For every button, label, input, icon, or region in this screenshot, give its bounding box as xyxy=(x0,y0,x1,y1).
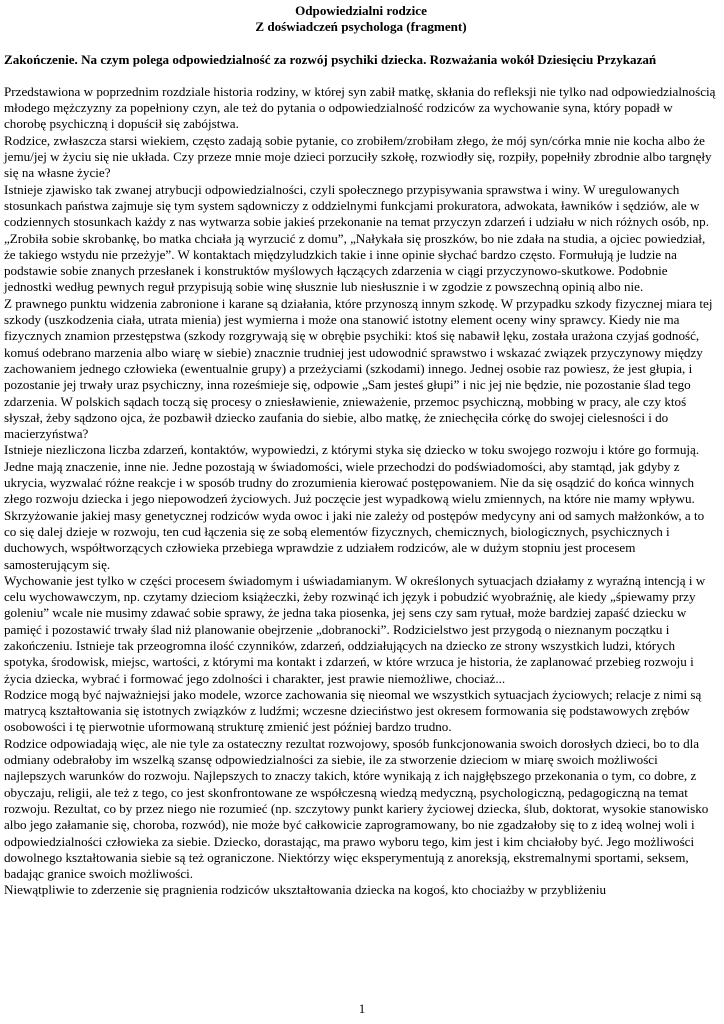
paragraph: Rodzice mogą być najważniejsi jako modele, wzorce zachowania się nieomal we wszystkich sytuacjach życiowych; relacje z nimi są matrycą kształtowania się istotnych związków z ludźmi; wczesne dzieciństwo jest okresem formowania się podstawowych zrębów osobowości i tę pierwotnie uformowaną strukturę zmienić jest później bardzo trudno. xyxy=(4,686,702,735)
paragraph: Niewątpliwie to zderzenie się pragnienia rodziców ukształtowania dziecka na kogoś, kto chociażby w przybliżeniu xyxy=(4,882,607,898)
document-page xyxy=(4,3,718,899)
paragraph: Z prawnego punktu widzenia zabronione i karane są działania, które przynoszą innym szkodę. W przypadku szkody fizycznej miara tej szkody (uszkodzenia ciała, utrata mienia) jest wymierna i może ona stanowić istotny element oceny winy sprawcy. Kiedy nie ma fizycznych znamion przestępstwa (szkody rozgrywają się w obrębie psychiki: ktoś się nabawił lęku, została urażona czyjaś godność, komuś odebrano marzenia albo wiarę w siebie) znacznie trudniej jest udowodnić sprawstwo i wskazać związek przyczynowy między zachowaniem jednego człowieka (ewentualnie grupy) a przeżyciami (szkodami) innego. Jednej osobie raz powiesz, że jest głupia, i pozostanie jej trwały uraz psychiczny, inna roześmieje się, odpowie „Sam jesteś głupi” i nic jej nie będzie, nie pozostanie ślad tego zdarzenia. W polskich sądach toczą się procesy o zniesławienie, znieważenie, przemoc psychiczną, mobbing w pracy, ale czy ktoś słyszał, żeby sądzono ojca, że pozbawił dziecko zaufania do siebie, albo matkę, że zniechęciła córkę do swojej cielesności i do macierzyństwa? xyxy=(4,295,713,442)
page-number: 1 xyxy=(358,1001,366,1016)
document-title: Odpowiedzialni rodzice xyxy=(295,3,427,18)
chapter-heading: Zakończenie. Na czym polega odpowiedzialność za rozwój psychiki dziecka. Rozważania wokół Dziesięciu Przykazań xyxy=(4,51,657,67)
document-subtitle: Z doświadczeń psychologa (fragment) xyxy=(255,19,467,35)
paragraph: Istnieje niezliczona liczba zdarzeń, kontaktów, wypowiedzi, z którymi styka się dziecko w toku swojego rozwoju i które go formują. Jedne mają znaczenie, inne nie. Jedne pozostają w świadomości, wiele przechodzi do podświadomości, aby stamtąd, jak gdyby z ukrycia, wyzwalać różne reakcje i w sposób trudny do zrozumienia kierować postępowaniem. Nie da się osądzić do końca winnych złego rozwoju dziecka i jego niepowodzeń życiowych. Już poczęcie jest wypadkową wielu zmiennych, na które nie mamy wpływu. Skrzyżowanie jakiej masy genetycznej rodziców wyda owoc i jaki nie zależy od postępów medycyny ani od samych małżonków, a to co się dalej dzieje w rozwoju, ten cud łączenia się ze sobą elementów fizycznych, chemicznych, biologicznych, psychicznych i duchowych, współtworzących człowieka przebiega wprawdzie z udziałem rodziców, ale w dużym stopniu jest procesem samosterującym się. xyxy=(4,442,705,572)
paragraph: Wychowanie jest tylko w części procesem świadomym i uświadamianym. W określonych sytuacjach działamy z wyraźną intencją i w celu wychowawczym, np. czytamy dzieciom książeczki, żeby rozwinąć ich język i pobudzić wyobraźnię, ale kiedy „śpiewamy przy goleniu” wcale nie musimy zdawać sobie sprawy, że jedna taka piosenka, jej sens czy sam rytuał, może bardziej zapaść dziecku w pamięć i pozostawić trwały ślad niż planowanie obejrzenie „dobranocki”. Rodzicielstwo jest przygodą o nieznanym początku i zakończeniu. Istnieje tak przeogromna ilość czynników, zdarzeń, oddziałujących na dziecko ze strony wszystkich ludzi, których spotyka, środowisk, miejsc, wartości, z którymi ma kontakt i zdarzeń, w które wrzuca je historia, że zaplanować przebieg rozwoju i życia dziecka, wybrać i formować jego zdolności i charakter, jest prawie niemożliwe, chociaż... xyxy=(4,572,706,686)
paragraph: Rodzice, zwłaszcza starsi wiekiem, często zadają sobie pytanie, co zrobiłem/zrobiłam złego, że mój syn/córka mnie nie kocha albo że jemu/jej w życiu się nie układa. Czy przeze mnie moje dzieci porzuciły szkołę, rozwiodły się, rozpiły, popełniły zbrodnie albo targnęły się na własne życie? xyxy=(4,132,712,181)
paragraph: Przedstawiona w poprzednim rozdziale historia rodziny, w której syn zabił matkę, skłania do refleksji nie tylko nad odpowiedzialnością młodego mężczyzny za popełniony czyn, ale też do pytania o odpowiedzialność rodziców za wychowanie syna, który popadł w chorobę psychiczną i dopuścił się zabójstwa. xyxy=(4,83,716,132)
paragraph: Istnieje zjawisko tak zwanej atrybucji odpowiedzialności, czyli społecznego przypisywania sprawstwa i winy. W uregulowanych stosunkach państwa zajmuje się tym system sądowniczy z oddzielnymi funkcjami prokuratora, adwokata, ławników i sędziów, ale w codziennych stosunkach każdy z nas wytwarza sobie jakieś przekonanie na temat przyczyn zdarzeń i udziału w nich różnych osób, np. „Zrobiła sobie skrobankę, bo matka chciała ją wyrzucić z domu”, „Nałykała się proszków, bo nie zdała na studia, a ojciec powiedział, że takiego wstydu nie przeżyje”. W kontaktach międzyludzkich takie i inne opinie słychać bardzo często. Formułują je ludzie na podstawie sobie znanych przesłanek i konstruktów myślowych łączących zdarzenia w ciągi przyczynowo-skutkowe. Podobnie jednostki według pewnych reguł przypisują sobie winę słusznie lub niesłusznie i w zgodzie z powszechną opinią albo nie. xyxy=(4,181,709,295)
paragraph: Rodzice odpowiadają więc, ale nie tyle za ostateczny rezultat rozwojowy, sposób funkcjonowania swoich dorosłych dzieci, bo to dla odmiany odebrałoby im wszelką szansę odpowiedzialności za siebie, ile za stworzenie dzieciom w miarę swoich możliwości najlepszych warunków do rozwoju. Najlepszych to znaczy takich, które wynikają z ich najgłębszego przekonania o tym, co dobre, z obyczaju, religii, ale też z tego, co jest skonfrontowane ze współczesną wiedzą medyczną, psychologiczną, pedagogiczną na temat rozwoju. Rezultat, co by przez niego nie rozumieć (np. szczytowy punkt kariery życiowej dziecka, ślub, doktorat, wysokie stanowisko albo jego załamanie się, choroba, rozwód), nie może być całkowicie zaprogramowany, bo nie zgadzałoby się to z ideą wolnej woli i odpowiedzialności człowieka za siebie. Dziecko, dorastając, ma prawo wyboru tego, kim jest i kim chciałoby być. Jego możliwości dowolnego kształtowania siebie są też ograniczone. Niektórzy więc eksperymentują z anoreksją, ekstremalnymi sportami, seksem, badając granice swoich możliwości. xyxy=(4,735,709,882)
